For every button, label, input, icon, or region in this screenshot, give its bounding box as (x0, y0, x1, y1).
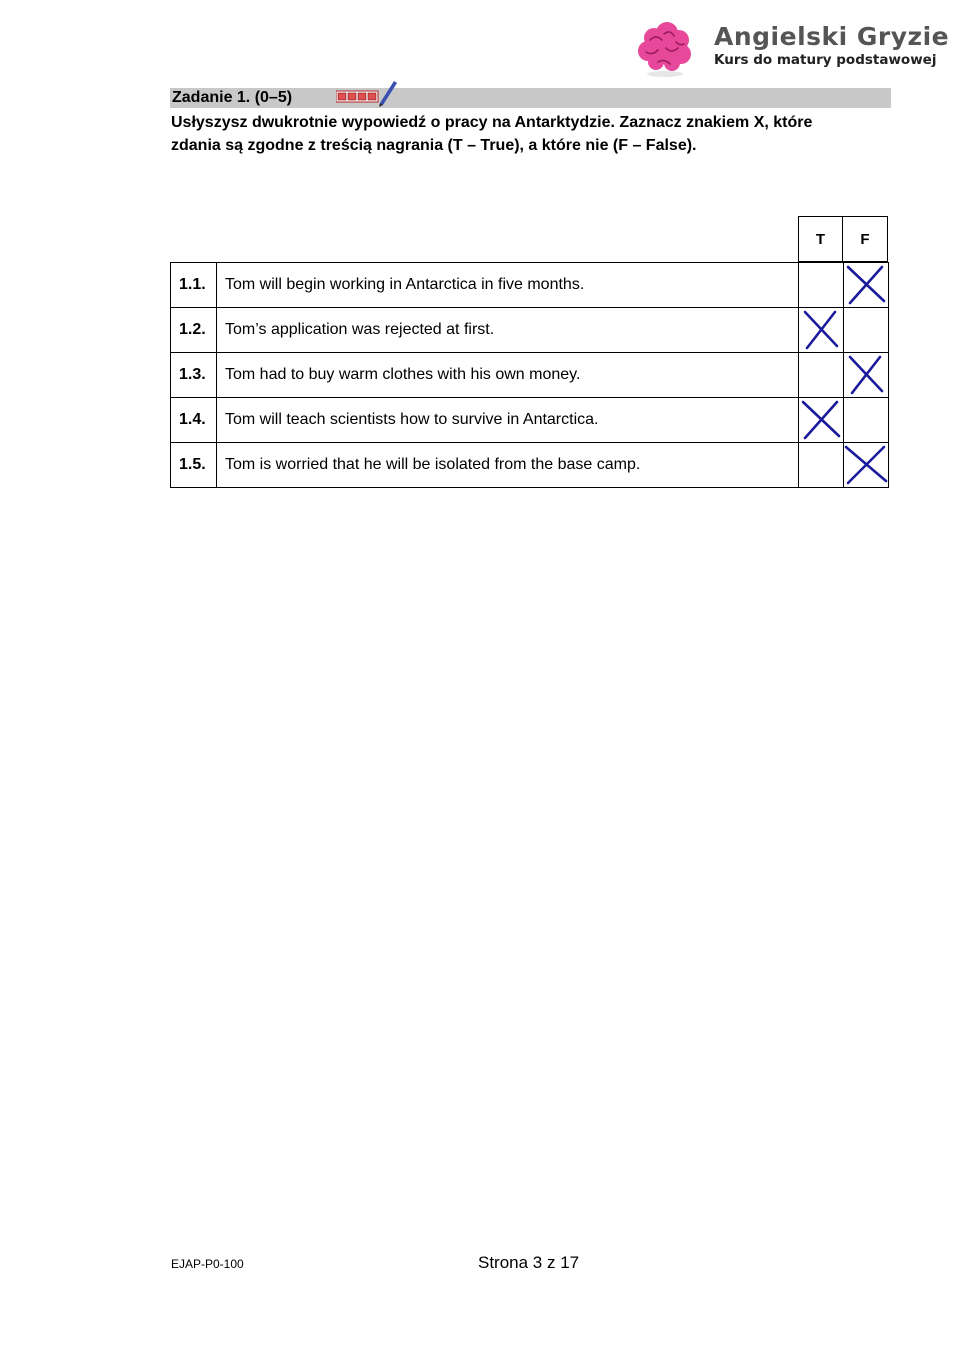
x-mark-icon (844, 263, 888, 307)
brand-logo (636, 18, 950, 80)
brand-name: Angielski Gryzie (714, 22, 950, 51)
item-number: 1.4. (171, 398, 217, 443)
false-checkbox[interactable] (844, 308, 889, 353)
false-checkbox[interactable] (844, 263, 889, 308)
item-statement: Tom will begin working in Antarctica in five months. (217, 263, 799, 308)
x-mark-icon (799, 308, 843, 352)
item-number: 1.3. (171, 353, 217, 398)
table-row (171, 263, 889, 308)
false-checkbox[interactable] (844, 353, 889, 398)
true-checkbox[interactable] (799, 398, 844, 443)
instruction-line-2: zdania są zgodne z treścią nagrania (T – True), a które nie (F – False). (171, 137, 697, 154)
exam-code: EJAP-P0-100 (171, 1257, 244, 1271)
pen-score-icon (336, 79, 398, 107)
table-row (171, 353, 889, 398)
x-mark-icon (799, 398, 843, 442)
task-header-bar (170, 88, 891, 108)
table-row (171, 443, 889, 488)
item-statement: Tom had to buy warm clothes with his own money. (217, 353, 799, 398)
true-checkbox[interactable] (799, 263, 844, 308)
table-row (171, 398, 889, 443)
false-checkbox[interactable] (844, 398, 889, 443)
true-checkbox[interactable] (799, 353, 844, 398)
x-mark-icon (844, 443, 888, 487)
column-header-false: F (843, 216, 888, 262)
task-title: Zadanie 1. (0–5) (172, 89, 293, 106)
x-mark-icon (844, 353, 888, 397)
brand-tagline: Kurs do matury podstawowej (714, 52, 937, 68)
false-checkbox[interactable] (844, 443, 889, 488)
item-number: 1.1. (171, 263, 217, 308)
item-number: 1.5. (171, 443, 217, 488)
table-row (171, 308, 889, 353)
instruction-line-1: Usłyszysz dwukrotnie wypowiedź o pracy na Antarktydzie. Zaznacz znakiem X, które (171, 114, 813, 131)
item-number: 1.2. (171, 308, 217, 353)
item-statement: Tom is worried that he will be isolated from the base camp. (217, 443, 799, 488)
item-statement: Tom will teach scientists how to survive in Antarctica. (217, 398, 799, 443)
item-statement: Tom’s application was rejected at first. (217, 308, 799, 353)
page-number: Strona 3 z 17 (478, 1253, 580, 1272)
brain-icon (636, 20, 694, 78)
true-checkbox[interactable] (799, 308, 844, 353)
true-checkbox[interactable] (799, 443, 844, 488)
true-false-table (170, 262, 889, 488)
task-instructions (171, 111, 891, 157)
column-header-true: T (798, 216, 843, 262)
